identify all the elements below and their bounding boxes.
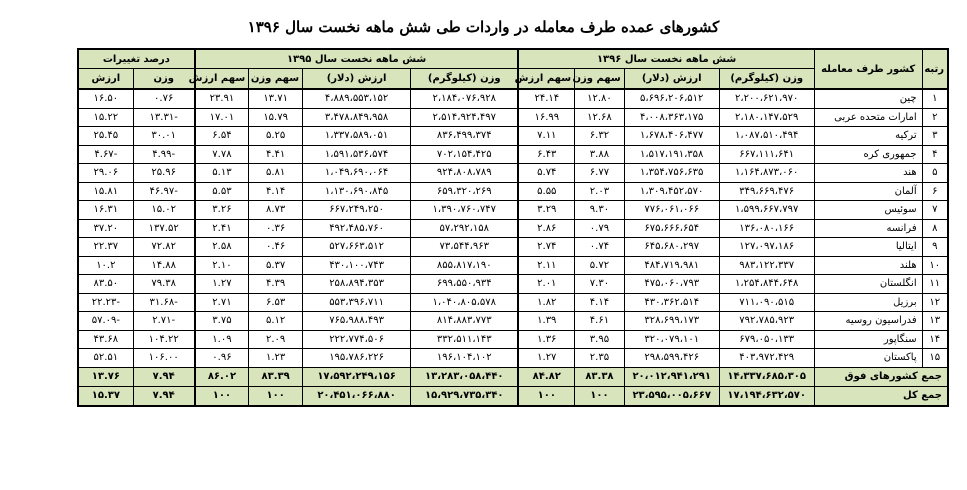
- table-footer: [78, 367, 948, 406]
- cell-change-weight: ۱۴.۸۸: [133, 256, 195, 275]
- total-weight-kg-1395: ۱۵،۹۲۹،۷۳۵،۳۴۰: [411, 386, 519, 406]
- cell-value-usd-1395: ۲۲۲،۷۷۴،۵۰۶: [303, 330, 411, 349]
- cell-value-share-1395: ۰.۹۶: [195, 349, 249, 368]
- cell-weight-share-1396: ۲.۰۳: [575, 182, 625, 201]
- cell-weight-kg-1396: ۷۱۱،۰۹۰،۵۱۵: [719, 293, 814, 312]
- cell-weight-kg-1396: ۶۶۷،۱۱۱،۶۴۱: [719, 145, 814, 164]
- cell-weight-kg-1396: ۶۷۹،۰۵۰،۱۳۳: [719, 330, 814, 349]
- table-row: [78, 182, 948, 201]
- cell-weight-share-1395: ۴.۱۴: [249, 182, 303, 201]
- cell-value-share-1396: ۵.۵۵: [518, 182, 574, 201]
- cell-value-share-1395: ۱۷.۰۱: [195, 108, 249, 127]
- total-change-weight: ۷.۹۴: [133, 386, 195, 406]
- header-value-share-1396: سهم ارزش: [518, 69, 574, 90]
- cell-weight-kg-1396: ۲،۲۰۰،۶۲۱،۹۷۰: [719, 89, 814, 108]
- cell-weight-share-1396: ۰.۷۴: [575, 238, 625, 257]
- total-change-weight: ۷.۹۴: [133, 367, 195, 386]
- cell-change-weight: ۷۲.۸۲: [133, 238, 195, 257]
- table-row: [78, 238, 948, 257]
- cell-change-weight: -۴.۹۹: [133, 145, 195, 164]
- cell-value-share-1395: ۳.۷۵: [195, 312, 249, 331]
- cell-change-weight: ۱۳۷.۵۲: [133, 219, 195, 238]
- cell-value-share-1396: ۱۶.۹۹: [518, 108, 574, 127]
- cell-weight-kg-1396: ۴۰۳،۹۷۲،۴۲۹: [719, 349, 814, 368]
- table-row: [78, 293, 948, 312]
- total-value-share-1395: ۸۶.۰۲: [195, 367, 249, 386]
- cell-value-share-1395: ۲.۷۱: [195, 293, 249, 312]
- table-row: [78, 145, 948, 164]
- cell-change-weight: ۷۹.۳۸: [133, 275, 195, 294]
- cell-weight-kg-1396: ۱۳۶،۰۸۰،۱۶۶: [719, 219, 814, 238]
- cell-value-usd-1395: ۴۹۲،۴۸۵،۷۶۰: [303, 219, 411, 238]
- cell-country: امارات متحده عربی: [814, 108, 922, 127]
- header-rank: رتبه: [922, 49, 948, 89]
- cell-value-usd-1396: ۴۸۴،۷۱۹،۹۸۱: [624, 256, 719, 275]
- total-value-usd-1395: ۲۰،۴۵۱،۰۶۶،۸۸۰: [303, 386, 411, 406]
- cell-value-usd-1396: ۳۲۰،۰۷۹،۱۰۱: [624, 330, 719, 349]
- cell-value-usd-1395: ۴،۸۸۹،۵۵۳،۱۵۲: [303, 89, 411, 108]
- cell-change-value: -۲۲.۲۳: [78, 293, 133, 312]
- cell-country: پاکستان: [814, 349, 922, 368]
- cell-weight-kg-1396: ۲،۱۸۰،۱۴۷،۵۲۹: [719, 108, 814, 127]
- total-weight-share-1396: ۸۳.۳۸: [575, 367, 625, 386]
- cell-value-share-1396: ۲.۸۶: [518, 219, 574, 238]
- total-change-value: ۱۳.۷۶: [78, 367, 133, 386]
- cell-value-usd-1396: ۱،۶۷۸،۴۰۶،۴۷۷: [624, 127, 719, 146]
- cell-weight-kg-1395: ۱،۳۹۰،۷۶۰،۷۴۷: [411, 201, 519, 220]
- cell-weight-kg-1395: ۲،۵۱۴،۹۲۴،۴۹۷: [411, 108, 519, 127]
- cell-rank: ۱۵: [922, 349, 948, 368]
- cell-value-usd-1395: ۳،۴۷۸،۸۴۹،۹۵۸: [303, 108, 411, 127]
- total-weight-kg-1395: ۱۳،۲۸۳،۰۵۸،۴۴۰: [411, 367, 519, 386]
- cell-value-share-1395: ۶.۵۴: [195, 127, 249, 146]
- cell-weight-share-1395: ۰.۳۶: [249, 219, 303, 238]
- cell-change-value: ۲۲.۳۷: [78, 238, 133, 257]
- cell-country: ترکیه: [814, 127, 922, 146]
- cell-value-share-1395: ۲.۵۸: [195, 238, 249, 257]
- cell-country: جمهوری کره: [814, 145, 922, 164]
- cell-weight-kg-1395: ۸۳۶،۴۹۹،۳۷۴: [411, 127, 519, 146]
- cell-value-share-1395: ۵.۵۳: [195, 182, 249, 201]
- cell-value-usd-1396: ۲۹۸،۵۹۹،۴۲۶: [624, 349, 719, 368]
- cell-change-weight: ۰.۷۶: [133, 89, 195, 108]
- cell-weight-kg-1396: ۷۹۲،۷۸۵،۹۲۳: [719, 312, 814, 331]
- cell-value-share-1395: ۲.۱۰: [195, 256, 249, 275]
- cell-weight-kg-1396: ۱،۲۵۴،۸۴۴،۶۴۸: [719, 275, 814, 294]
- cell-value-share-1396: ۷.۱۱: [518, 127, 574, 146]
- total-value-share-1396: ۸۴.۸۲: [518, 367, 574, 386]
- cell-value-share-1396: ۲۴.۱۴: [518, 89, 574, 108]
- cell-weight-share-1396: ۹.۳۰: [575, 201, 625, 220]
- cell-value-share-1395: ۱.۲۷: [195, 275, 249, 294]
- cell-change-value: ۸۳.۵۰: [78, 275, 133, 294]
- cell-change-weight: ۱۰۴.۲۲: [133, 330, 195, 349]
- table-row: [78, 256, 948, 275]
- cell-weight-share-1396: ۶.۳۲: [575, 127, 625, 146]
- cell-change-weight: -۱۳.۳۱: [133, 108, 195, 127]
- cell-weight-share-1396: ۶.۷۷: [575, 164, 625, 183]
- cell-value-usd-1395: ۵۵۳،۳۹۶،۷۱۱: [303, 293, 411, 312]
- cell-weight-kg-1396: ۱۲۷،۰۹۷،۱۸۶: [719, 238, 814, 257]
- cell-change-value: ۲۹.۰۶: [78, 164, 133, 183]
- cell-weight-kg-1395: ۱۹۶،۱۰۴،۱۰۲: [411, 349, 519, 368]
- table-row: [78, 330, 948, 349]
- total-value-usd-1395: ۱۷،۵۹۲،۲۴۹،۱۵۶: [303, 367, 411, 386]
- cell-change-value: ۵۲.۵۱: [78, 349, 133, 368]
- cell-rank: ۳: [922, 127, 948, 146]
- cell-country: هند: [814, 164, 922, 183]
- cell-rank: ۸: [922, 219, 948, 238]
- cell-value-usd-1395: ۱،۱۳۰،۶۹۰،۸۴۵: [303, 182, 411, 201]
- cell-weight-kg-1395: ۶۹۹،۵۵۰،۹۳۴: [411, 275, 519, 294]
- cell-change-weight: ۳۰.۰۱: [133, 127, 195, 146]
- cell-value-usd-1396: ۶۴۵،۶۸۰،۲۹۷: [624, 238, 719, 257]
- cell-weight-kg-1395: ۱،۰۴۰،۸۰۵،۵۷۸: [411, 293, 519, 312]
- cell-weight-share-1396: ۲.۳۵: [575, 349, 625, 368]
- cell-rank: ۱۳: [922, 312, 948, 331]
- cell-value-usd-1395: ۱،۳۳۷،۵۸۹،۰۵۱: [303, 127, 411, 146]
- table-row: [78, 89, 948, 108]
- cell-weight-kg-1395: ۵۷،۲۹۲،۱۵۸: [411, 219, 519, 238]
- cell-value-usd-1396: ۵،۶۹۶،۲۰۶،۵۱۲: [624, 89, 719, 108]
- cell-country: برزیل: [814, 293, 922, 312]
- cell-rank: ۶: [922, 182, 948, 201]
- cell-country: انگلستان: [814, 275, 922, 294]
- cell-weight-kg-1395: ۸۱۴،۸۸۳،۷۷۳: [411, 312, 519, 331]
- table-row: [78, 219, 948, 238]
- cell-rank: ۱۱: [922, 275, 948, 294]
- cell-weight-share-1395: ۵.۲۵: [249, 127, 303, 146]
- cell-rank: ۱: [922, 89, 948, 108]
- cell-weight-kg-1396: ۹۸۳،۱۲۲،۳۳۷: [719, 256, 814, 275]
- total-change-value: ۱۵.۳۷: [78, 386, 133, 406]
- cell-value-usd-1396: ۱،۵۱۷،۱۹۱،۳۵۸: [624, 145, 719, 164]
- total-value-share-1396: ۱۰۰: [518, 386, 574, 406]
- cell-value-usd-1396: ۷۷۶،۰۶۱،۰۶۶: [624, 201, 719, 220]
- cell-change-value: -۵۷.۰۹: [78, 312, 133, 331]
- total-value-usd-1396: ۲۰،۰۱۲،۹۴۱،۲۹۱: [624, 367, 719, 386]
- cell-change-weight: ۱۰۶.۰۰: [133, 349, 195, 368]
- header-group-change: درصد تغییرات: [78, 49, 195, 69]
- cell-country: ایتالیا: [814, 238, 922, 257]
- cell-value-share-1396: ۶.۴۳: [518, 145, 574, 164]
- cell-value-usd-1396: ۶۷۵،۶۶۶،۶۵۴: [624, 219, 719, 238]
- cell-country: سوئیس: [814, 201, 922, 220]
- cell-weight-share-1396: ۱۲.۶۸: [575, 108, 625, 127]
- cell-weight-share-1395: ۲.۰۹: [249, 330, 303, 349]
- cell-country: آلمان: [814, 182, 922, 201]
- cell-change-value: ۴۳.۶۸: [78, 330, 133, 349]
- cell-country: هلند: [814, 256, 922, 275]
- cell-value-usd-1396: ۳۲۸،۶۹۹،۱۷۳: [624, 312, 719, 331]
- cell-change-weight: ۱۵.۰۲: [133, 201, 195, 220]
- cell-value-share-1395: ۲۳.۹۱: [195, 89, 249, 108]
- cell-weight-kg-1396: ۱،۱۶۴،۸۷۳،۰۶۰: [719, 164, 814, 183]
- cell-country: سنگاپور: [814, 330, 922, 349]
- header-change-value: ارزش: [78, 69, 133, 90]
- cell-rank: ۵: [922, 164, 948, 183]
- cell-weight-share-1396: ۱۲.۸۰: [575, 89, 625, 108]
- cell-value-usd-1395: ۲۵۸،۸۹۴،۳۵۳: [303, 275, 411, 294]
- cell-weight-kg-1396: ۳۴۹،۶۶۹،۴۷۶: [719, 182, 814, 201]
- cell-weight-share-1396: ۰.۷۹: [575, 219, 625, 238]
- cell-weight-kg-1395: ۷۳،۵۴۴،۹۶۳: [411, 238, 519, 257]
- cell-value-share-1396: ۵.۷۴: [518, 164, 574, 183]
- cell-weight-share-1395: ۵.۱۲: [249, 312, 303, 331]
- total-value-share-1395: ۱۰۰: [195, 386, 249, 406]
- cell-country: چین: [814, 89, 922, 108]
- table-row: [78, 201, 948, 220]
- header-weight-kg-1395: وزن (کیلوگرم): [411, 69, 519, 90]
- total-weight-share-1396: ۱۰۰: [575, 386, 625, 406]
- cell-weight-share-1396: ۳.۹۵: [575, 330, 625, 349]
- cell-rank: ۱۰: [922, 256, 948, 275]
- cell-value-share-1396: ۳.۲۹: [518, 201, 574, 220]
- header-weight-share-1396: سهم وزن: [575, 69, 625, 90]
- cell-value-share-1396: ۲.۰۱: [518, 275, 574, 294]
- header-group-1396: شش ماهه نخست سال ۱۳۹۶: [518, 49, 814, 69]
- cell-change-value: ۱۶.۵۰: [78, 89, 133, 108]
- header-value-usd-1396: ارزش (دلار): [624, 69, 719, 90]
- cell-value-share-1395: ۲.۴۱: [195, 219, 249, 238]
- cell-weight-share-1396: ۴.۱۴: [575, 293, 625, 312]
- total-row: [78, 367, 948, 386]
- page-title: کشورهای عمده طرف معامله در واردات طی شش ماهه نخست سال ۱۳۹۶: [247, 18, 720, 36]
- cell-value-usd-1396: ۱،۳۰۹،۴۵۲،۵۷۰: [624, 182, 719, 201]
- cell-value-usd-1395: ۵۲۷،۶۶۳،۵۱۲: [303, 238, 411, 257]
- cell-change-weight: -۲.۷۱: [133, 312, 195, 331]
- cell-value-usd-1395: ۱،۰۴۹،۶۹۰،۰۶۴: [303, 164, 411, 183]
- cell-weight-kg-1395: ۲،۱۸۴،۰۷۶،۹۲۸: [411, 89, 519, 108]
- table-header: [78, 49, 948, 89]
- table-row: [78, 127, 948, 146]
- table-body: [78, 89, 948, 367]
- cell-rank: ۴: [922, 145, 948, 164]
- cell-weight-share-1396: ۵.۷۲: [575, 256, 625, 275]
- table-row: [78, 312, 948, 331]
- cell-value-usd-1395: ۷۶۵،۹۸۸،۴۹۳: [303, 312, 411, 331]
- cell-value-share-1395: ۳.۲۶: [195, 201, 249, 220]
- total-weight-share-1395: ۸۳.۳۹: [249, 367, 303, 386]
- cell-weight-kg-1396: ۱،۵۹۹،۶۶۷،۷۹۷: [719, 201, 814, 220]
- header-value-share-1395: سهم ارزش: [195, 69, 249, 90]
- cell-weight-share-1396: ۳.۸۸: [575, 145, 625, 164]
- cell-country: فرانسه: [814, 219, 922, 238]
- cell-weight-kg-1395: ۹۲۴،۸۰۸،۷۸۹: [411, 164, 519, 183]
- imports-table: [77, 48, 949, 407]
- cell-change-weight: -۴۶.۹۷: [133, 182, 195, 201]
- cell-value-usd-1395: ۴۳۰،۱۰۰،۷۴۳: [303, 256, 411, 275]
- total-row: [78, 386, 948, 406]
- header-country: کشور طرف معامله: [814, 49, 922, 89]
- cell-value-usd-1396: ۴،۰۰۸،۳۶۳،۱۷۵: [624, 108, 719, 127]
- cell-weight-kg-1395: ۸۵۵،۸۱۷،۱۹۰: [411, 256, 519, 275]
- header-weight-share-1395: سهم وزن: [249, 69, 303, 90]
- cell-weight-kg-1395: ۳۳۲،۵۱۱،۱۴۳: [411, 330, 519, 349]
- cell-rank: ۷: [922, 201, 948, 220]
- cell-value-usd-1395: ۶۶۷،۲۴۹،۲۵۰: [303, 201, 411, 220]
- cell-value-usd-1396: ۱،۳۵۴،۷۵۶،۶۳۵: [624, 164, 719, 183]
- cell-value-share-1395: ۱.۰۹: [195, 330, 249, 349]
- cell-weight-share-1395: ۶.۵۳: [249, 293, 303, 312]
- cell-weight-share-1396: ۷.۳۰: [575, 275, 625, 294]
- imports-table-container: [77, 48, 949, 407]
- cell-weight-share-1396: ۴.۶۱: [575, 312, 625, 331]
- cell-weight-kg-1395: ۷۰۲،۱۵۴،۴۲۵: [411, 145, 519, 164]
- cell-rank: ۱۴: [922, 330, 948, 349]
- cell-value-share-1395: ۷.۷۸: [195, 145, 249, 164]
- cell-value-share-1396: ۱.۳۹: [518, 312, 574, 331]
- cell-change-weight: -۳۱.۶۸: [133, 293, 195, 312]
- table-row: [78, 275, 948, 294]
- cell-change-value: ۱۵.۲۲: [78, 108, 133, 127]
- cell-change-value: ۲۵.۴۵: [78, 127, 133, 146]
- header-value-usd-1395: ارزش (دلار): [303, 69, 411, 90]
- cell-value-usd-1395: ۱،۵۹۱،۵۳۶،۵۷۴: [303, 145, 411, 164]
- cell-weight-kg-1396: ۱،۰۸۷،۵۱۰،۴۹۴: [719, 127, 814, 146]
- cell-rank: ۲: [922, 108, 948, 127]
- table-row: [78, 108, 948, 127]
- cell-value-share-1396: ۱.۲۷: [518, 349, 574, 368]
- total-weight-kg-1396: ۱۴،۳۳۷،۶۸۵،۳۰۵: [719, 367, 814, 386]
- cell-weight-share-1395: ۴.۴۱: [249, 145, 303, 164]
- cell-weight-share-1395: ۵.۳۷: [249, 256, 303, 275]
- total-weight-share-1395: ۱۰۰: [249, 386, 303, 406]
- header-weight-kg-1396: وزن (کیلوگرم): [719, 69, 814, 90]
- cell-rank: ۱۲: [922, 293, 948, 312]
- header-change-weight: وزن: [133, 69, 195, 90]
- total-value-usd-1396: ۲۳،۵۹۵،۰۰۵،۶۶۷: [624, 386, 719, 406]
- cell-country: فدراسیون روسیه: [814, 312, 922, 331]
- cell-value-share-1396: ۲.۷۴: [518, 238, 574, 257]
- cell-weight-share-1395: ۰.۴۶: [249, 238, 303, 257]
- cell-weight-share-1395: ۵.۸۱: [249, 164, 303, 183]
- cell-value-share-1396: ۱.۸۲: [518, 293, 574, 312]
- cell-weight-share-1395: ۱.۲۳: [249, 349, 303, 368]
- cell-rank: ۹: [922, 238, 948, 257]
- cell-value-usd-1396: ۴۷۵،۰۶۰،۷۹۳: [624, 275, 719, 294]
- cell-weight-share-1395: ۴.۳۹: [249, 275, 303, 294]
- total-weight-kg-1396: ۱۷،۱۹۴،۶۳۲،۵۷۰: [719, 386, 814, 406]
- cell-change-value: ۱۵.۸۱: [78, 182, 133, 201]
- cell-change-value: ۳۷.۲۰: [78, 219, 133, 238]
- table-row: [78, 164, 948, 183]
- cell-value-usd-1395: ۱۹۵،۷۸۶،۲۲۶: [303, 349, 411, 368]
- cell-value-share-1396: ۱.۳۶: [518, 330, 574, 349]
- cell-value-share-1396: ۲.۱۱: [518, 256, 574, 275]
- cell-weight-share-1395: ۸.۷۳: [249, 201, 303, 220]
- header-group-1395: شش ماهه نخست سال ۱۳۹۵: [195, 49, 519, 69]
- cell-value-usd-1396: ۴۳۰،۳۶۲،۵۱۴: [624, 293, 719, 312]
- cell-change-weight: ۲۵.۹۶: [133, 164, 195, 183]
- cell-weight-share-1395: ۱۳.۷۱: [249, 89, 303, 108]
- total-label: جمع کشورهای فوق: [814, 367, 948, 386]
- cell-weight-kg-1395: ۶۵۹،۳۲۰،۲۶۹: [411, 182, 519, 201]
- cell-value-share-1395: ۵.۱۳: [195, 164, 249, 183]
- total-label: جمع کل: [814, 386, 948, 406]
- cell-change-value: ۱۶.۳۱: [78, 201, 133, 220]
- cell-change-value: -۴.۶۷: [78, 145, 133, 164]
- table-row: [78, 349, 948, 368]
- cell-change-value: ۱۰.۲: [78, 256, 133, 275]
- cell-weight-share-1395: ۱۵.۷۹: [249, 108, 303, 127]
